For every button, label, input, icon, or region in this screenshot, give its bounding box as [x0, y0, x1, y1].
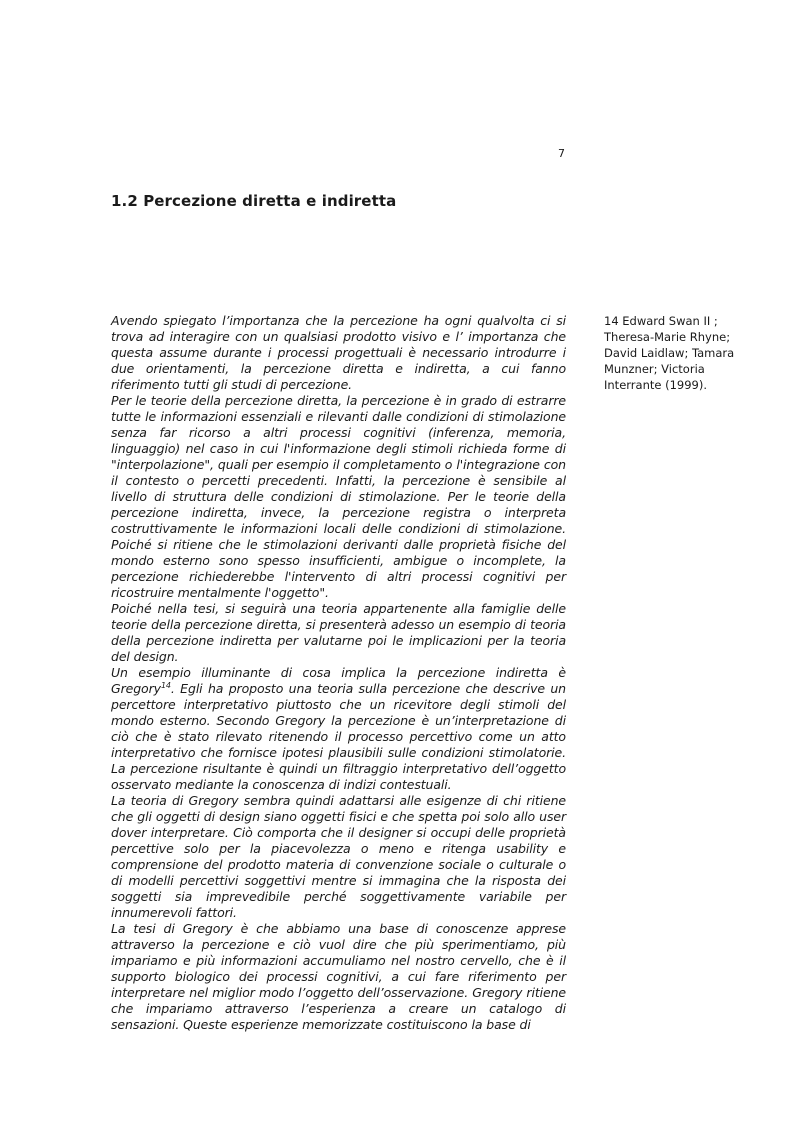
- body-text: [111, 313, 566, 1033]
- paragraph: Avendo spiegato l’importanza che la percezione ha ogni qualvolta ci si trova ad interagire con un qualsiasi prodotto visivo e l’ importanza che questa assume durante i processi progettuali è necessario introdurre i due orientamenti, la percezione diretta e indiretta, a cui fanno riferimento tutti gli studi di percezione.: [111, 313, 566, 392]
- paragraph: [111, 665, 566, 793]
- paragraph-text: Un esempio illuminante di cosa implica la percezione indiretta è Gregory: [111, 665, 566, 696]
- paragraph: Per le teorie della percezione diretta, la percezione è in grado di estrarre tutte le informazioni essenziali e rilevanti dalle condizioni di stimolazione senza far ricorso a altri processi cognitivi (inferenza, memoria, linguaggio) nel caso in cui l'informazione degli stimoli richieda forme di "interpolazione", quali per esempio il completamento o l'integrazione con il contesto o percetti precedenti. Infatti, la percezione è sensibile al livello di struttura delle condizioni di stimolazione. Per le teorie della percezione indiretta, invece, la percezione registra o interpreta costruttivamente le informazioni locali delle condizioni di stimolazione. Poiché si ritiene che le stimolazioni derivanti dalle proprietà fisiche del mondo esterno sono spesso insufficienti, ambigue o incomplete, la percezione richiederebbe l'intervento di altri processi cognitivi per ricostruire mentalmente l'oggetto".: [111, 393, 566, 600]
- footnote: 14 Edward Swan II ; Theresa-Marie Rhyne; David Laidlaw; Tamara Munzner; Victoria Interrante (1999).: [604, 314, 735, 392]
- page-number: 7: [558, 147, 565, 160]
- footnote-reference: 14: [160, 680, 171, 690]
- paragraph: Poiché nella tesi, si seguirà una teoria appartenente alla famiglie delle teorie della percezione diretta, si presenterà adesso un esempio di teoria della percezione indiretta per valutarne poi le implicazioni per la teoria del design.: [111, 601, 566, 664]
- section-heading: 1.2 Percezione diretta e indiretta: [111, 192, 397, 210]
- paragraph: La tesi di Gregory è che abbiamo una base di conoscenze apprese attraverso la percezione e ciò vuol dire che più sperimentiamo, più impariamo e più informazioni accumuliamo nel nostro cervello, che è il supporto biologico dei processi cognitivi, a cui fare riferimento per interpretare nel miglior modo l’oggetto dell’osservazione. Gregory ritiene che impariamo attraverso l’esperienza a creare un catalogo di sensazioni. Queste esperienze memorizzate costituiscono la base di: [111, 921, 566, 1032]
- paragraph-text: . Egli ha proposto una teoria sulla percezione che descrive un percettore interpretativo piuttosto che un ricevitore degli stimoli del mondo esterno. Secondo Gregory la percezione è un’interpretazione di ciò che è stato rilevato ritenendo il processo percettivo come un atto interpretativo che fornisce ipotesi plausibili sulle condizioni stimolatorie. La percezione risultante è quindi un filtraggio interpretativo dell’oggetto osservato mediante la conoscenza di indizi contestuali.: [111, 681, 566, 792]
- paragraph: La teoria di Gregory sembra quindi adattarsi alle esigenze di chi ritiene che gli oggetti di design siano oggetti fisici e che spetta poi solo allo user dover interpretare. Ciò comporta che il designer si occupi delle proprietà percettive solo per la piacevolezza o meno e ritenga usability e comprensione del prodotto materia di convenzione sociale o culturale o di modelli percettivi soggettivi mentre si immagina che la risposta dei soggetti sia imprevedibile perché soggettivamente variabile per innumerevoli fattori.: [111, 793, 566, 920]
